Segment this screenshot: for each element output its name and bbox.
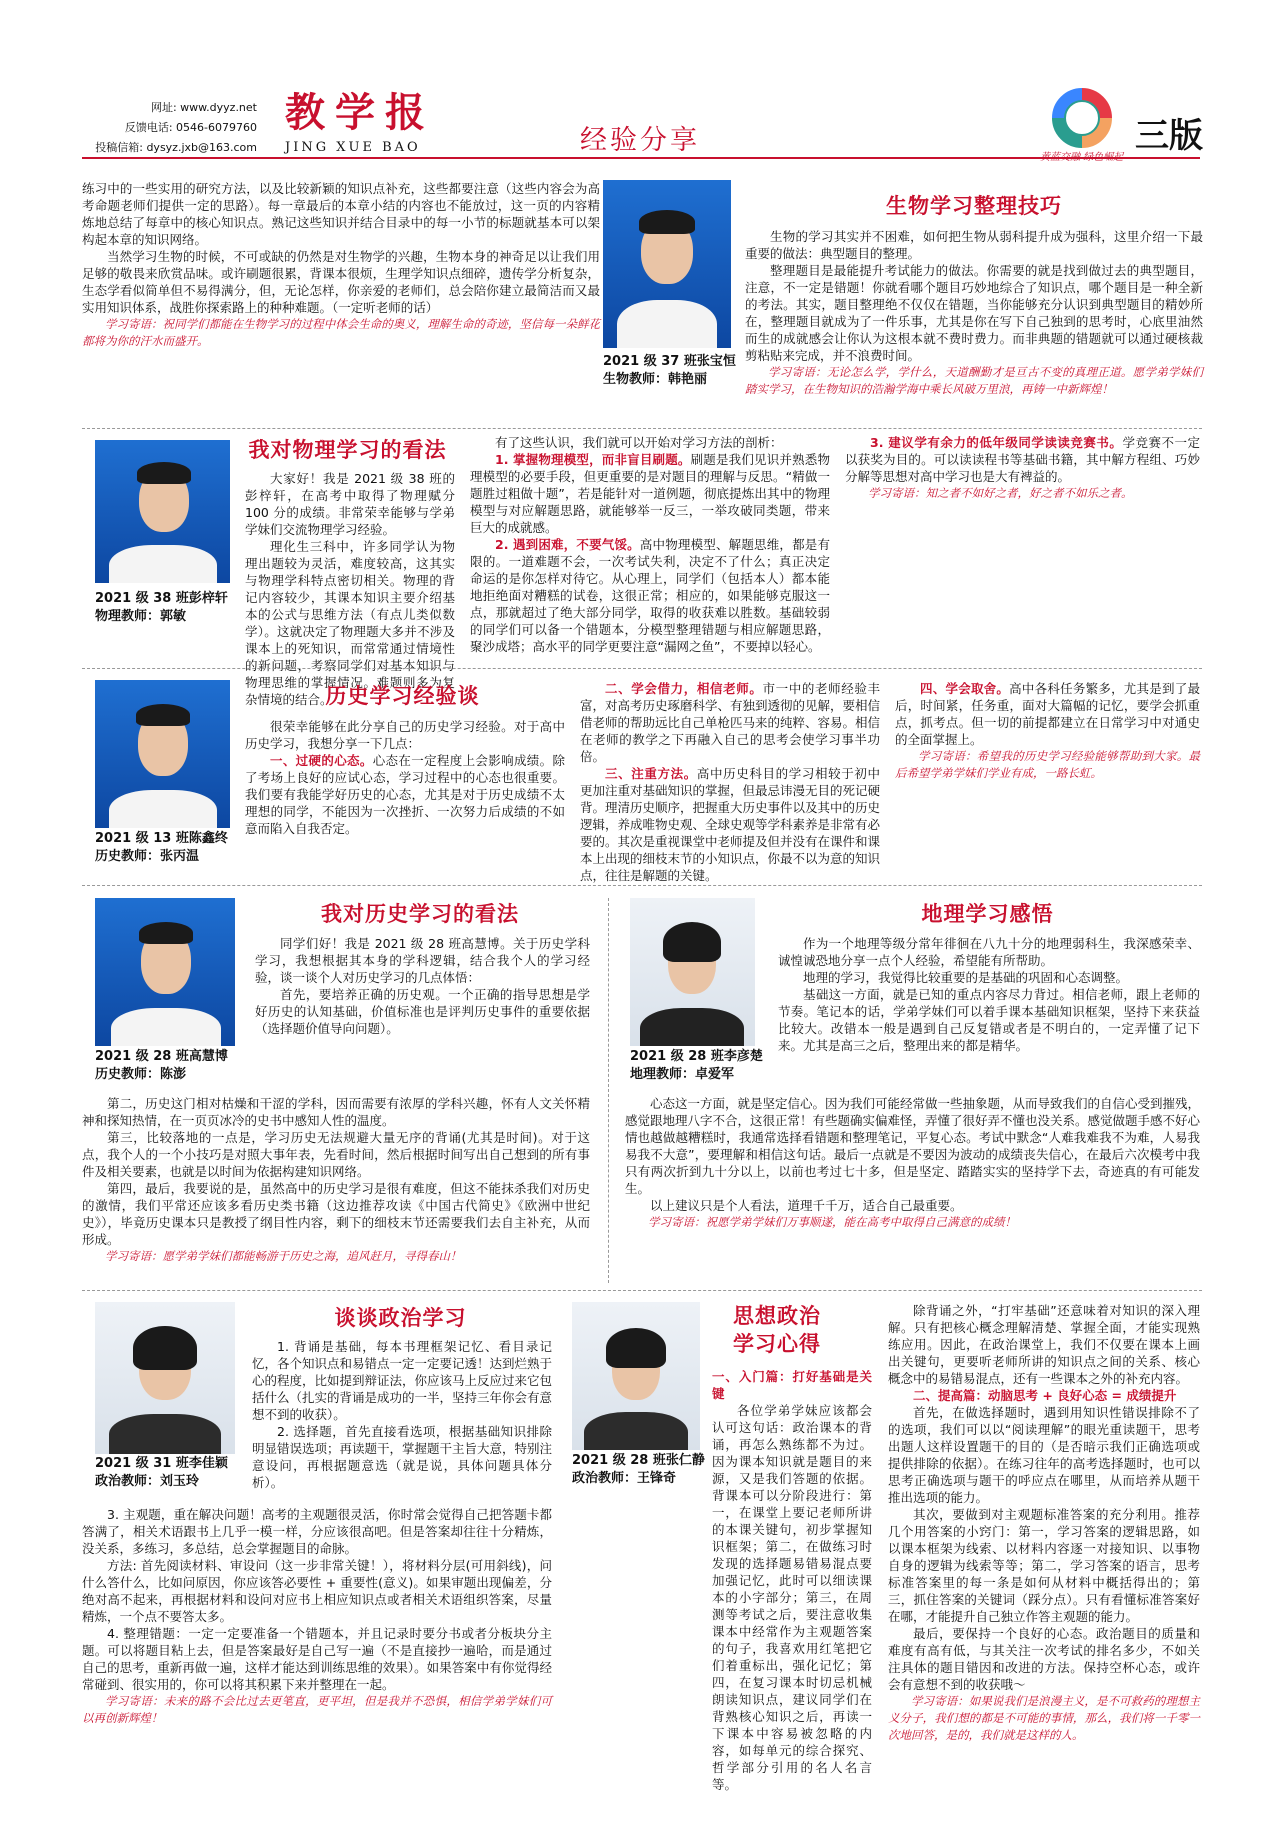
student-name: 2021 级 37 班张宝恒 bbox=[603, 354, 736, 369]
physics-col1 bbox=[245, 470, 455, 708]
history-col3 bbox=[895, 680, 1200, 782]
website-text: 网址: www.dyyz.net bbox=[150, 101, 257, 114]
politics-message: 学习寄语：未来的路不会比过去更笔直，更平坦，但是我并不恐惧，相信学弟学妹们可以再创新辉煌！ bbox=[82, 1694, 552, 1725]
portrait-photo bbox=[95, 680, 230, 828]
politics2-col1 bbox=[712, 1368, 872, 1793]
politics2-message: 学习寄语：如果说我们是浪漫主义，是不可救药的理想主义分子，我们想的都是不可能的事情，那么，我们将一千零一次地回答，是的，我们就是这样的人。 bbox=[888, 1694, 1200, 1742]
email-text: 投稿信箱: dysyz.jxb@163.com bbox=[95, 141, 257, 154]
history2-paragraph: 第二，历史这门相对枯燥和干涩的学科，因而需要有浓厚的学科兴趣，怀有人文关怀精神和探知热情，在一页页冰冷的史书中感知人性的温度。 bbox=[82, 1096, 590, 1128]
header-divider bbox=[82, 157, 1200, 159]
contact-info bbox=[82, 98, 257, 158]
school-motto: 黄蓝交融 绿色崛起 bbox=[1040, 152, 1124, 163]
section-title: 经验分享 bbox=[580, 125, 700, 156]
teacher-name: 历史教师：张丙温 bbox=[95, 849, 200, 864]
biology-paragraph: 整理题目是最能提升考试能力的做法。你需要的就是找到做过去的典型题目，注意，不一定是错题！你就看哪个题目巧妙地综合了知识点，哪个题目是一种全新的考法。其实，题目整理绝不仅仅在错题，当你能够充分认识到典型题目的精妙所在，整理题目就成为了一件乐事，尤其是你在写下自己独到的思考时，心底里油然而生的成就感会让你认为这根本就不费时费力。而非典题的错题就可以通过硬核裁剪粘贴来完成，并不浪费时间。 bbox=[745, 263, 1203, 363]
physics-col3 bbox=[845, 434, 1200, 502]
history-paragraph: 高中各科任务繁多，尤其是到了最后，时间紧，任务重，面对大篇幅的记忆，要学会抓重点，抓考点。但一切的前提都建立在日常学习中对通史的全面掌握上。 bbox=[895, 681, 1200, 747]
history2-paragraph: 同学们好！我是 2021 级 28 班高慧博。关于历史学科学习，我想根据其本身的学科逻辑，结合我个人的学习经验，谈一谈个人对历史学习的几点体悟： bbox=[255, 936, 590, 985]
section-divider bbox=[82, 1290, 1202, 1291]
physics-col2 bbox=[470, 434, 830, 655]
phone-text: 反馈电话: 0546-6079760 bbox=[124, 121, 257, 134]
politics2-paragraph: 除背诵之外，“打牢基础”还意味着对知识的深入理解。只有把核心概念理解清楚、掌握全面，才能实现熟练应用。因此，在政治课堂上，我们不仅要在课本上画出关键句，更要听老师所讲的知识点之间的关系、核心概念中的易错易混点，还有一些课本之外的补充内容。 bbox=[888, 1303, 1200, 1386]
masthead-pinyin: JING XUE BAO bbox=[285, 140, 421, 155]
student-name: 2021 级 31 班李佳颖 bbox=[95, 1456, 228, 1471]
teacher-name: 历史教师：陈澎 bbox=[95, 1067, 187, 1082]
politics-paragraph: 3. 主观题，重在解决问题！高考的主观题很灵活，你时常会觉得自己把答题卡都答满了，相关术语跟书上几乎一模一样，分应该很高吧。但是答案却往往十分精炼，没关系，多练习，多总结，总会掌握题目的命脉。 bbox=[82, 1507, 552, 1556]
biology-body bbox=[745, 228, 1203, 398]
history-point-2: 二、学会借力，相信老师。 bbox=[605, 681, 763, 696]
geography-col1 bbox=[778, 935, 1200, 1054]
student-name: 2021 级 13 班陈鑫终 bbox=[95, 831, 228, 846]
geography-col2 bbox=[625, 1095, 1200, 1231]
portrait-photo bbox=[630, 898, 755, 1046]
history-title: 历史学习经验谈 bbox=[325, 684, 480, 708]
teacher-name: 政治教师：王锋奇 bbox=[572, 1471, 677, 1486]
history-col2 bbox=[580, 680, 880, 884]
politics-col2 bbox=[82, 1506, 552, 1727]
politics2-caption bbox=[572, 1452, 732, 1488]
history-point-4: 四、学会取舍。 bbox=[920, 681, 1010, 696]
politics2-paragraph: 最后，要保持一个良好的心态。政治题目的质量和难度有高有低，与其关注一次考试的排名多少，不如关注具体的题目错因和改进的方法。保持空杯心态，或许会有意想不到的收获哦～ bbox=[888, 1626, 1200, 1692]
physics-paragraph: 高中物理模型、解题思维，都是有限的。一道难题不会，一次考试失利，决定不了什么；真正决定命运的是你怎样对待它。从心理上，同学们（包括本人）都本能地拒绝面对糟糕的试卷，这很正常；相应的，如果能够克服这一点，那就超过了绝大部分同学，取得的收获难以胜数。基础较弱的同学们可以备一个错题本，分模型整理错题与相应解题思路，聚沙成塔；高水平的同学更要注意“漏网之鱼”，不要掉以轻心。 bbox=[470, 537, 830, 654]
politics2-paragraph: 其次，要做到对主观题标准答案的充分利用。推荐几个用答案的小窍门：第一，学习答案的逻辑思路，如以课本框架为线索、以材料内容逐一对接知识、以事物自身的逻辑为线索等等；第二，学习答案的语言，思考标准答案里的每一条是如何从材料中概括得出的；第三，抓住答案的关键词（踩分点）。只有看懂标准答案好在哪，才能提升自己独立作答主观题的能力。 bbox=[888, 1507, 1200, 1624]
physics-paragraph: 理化生三科中，许多同学认为物理出题较为灵活，难度较高，这其实与物理学科特点密切相关。物理的背记内容较少，其课本知识主要介绍基本的公式与思维方法（有点儿类似数学）。这就决定了物理题大多并不涉及课本上的死知识，而常常通过情境性的新问题，考察同学们对基本知识与物理思维的掌握情况。难题则多为复杂情境的结合。 bbox=[245, 539, 455, 707]
history2-message: 学习寄语：愿学弟学妹们都能畅游于历史之海，追风赶月，寻得春山！ bbox=[105, 1249, 462, 1263]
history-col1 bbox=[245, 718, 565, 837]
biology-intro-text: 练习中的一些实用的研究方法，以及比较新颖的知识点补充，这些都要注意（这些内容会为高考命题老师们提供一定的思路）。每一章最后的本章小结的内容也不能放过，这一页的内容精炼地总结了每章中的核心知识点。熟记这些知识并结合目录中的每一小节的标题就基本可以架构起本章的知识网络。 bbox=[82, 181, 600, 247]
geography-paragraph: 以上建议只是个人看法，道理千千万，适合自己最重要。 bbox=[650, 1198, 963, 1213]
history-message: 学习寄语：希望我的历史学习经验能够帮助到大家。最后希望学弟学妹们学业有成，一路长虹。 bbox=[895, 749, 1200, 780]
geography-paragraph: 心态这一方面，就是坚定信心。因为我们可能经常做一些抽象题，从而导致我们的自信心受到摧残，感觉跟地理八字不合，这很正常！有些题确实偏难怪，弄懂了很好弄不懂也没关系。感觉做题手感不好心情也越做越糟糕时，我通常选择看错题和整理笔记，平复心态。考试中默念“人难我难我不为难，人易我易我不大意”，要理解和相信这句话。最后一点就是不要因为波动的成绩丧失信心，在最后六次模考中我只有两次折到九十分以上，以前也考过七十多，但是坚定、踏踏实实的坚持学下去，奇迹真的有可能发生。 bbox=[625, 1096, 1201, 1196]
physics-title: 我对物理学习的看法 bbox=[248, 438, 447, 462]
history2-paragraph: 第三，比较落地的一点是，学习历史无法规避大量无序的背诵(尤其是时间)。对于这点，我个人的一个小技巧是对照大事年表，先看时间，然后根据时间写出自己想到的所有事件及相关要素，也就是以时间为依据构建知识网络。 bbox=[82, 1130, 590, 1179]
physics-caption bbox=[95, 590, 255, 626]
politics2-point-1: 一、入门篇：打好基础是关键 bbox=[712, 1369, 872, 1401]
history-paragraph: 很荣幸能够在此分享自己的历史学习经验。对于高中历史学习，我想分享一下几点： bbox=[245, 719, 565, 751]
physics-paragraph: 刷题是我们见识并熟悉物理模型的必要手段，但更重要的是对题目的理解与反思。“精做一题胜过粗做十题”，若是能针对一道例题，彻底提炼出其中的物理模型与对应解题思路，就能够举一反三，一举攻破同类题，带来巨大的成就感。 bbox=[470, 452, 830, 535]
teacher-name: 地理教师：卓爱军 bbox=[630, 1067, 735, 1082]
geography-caption bbox=[630, 1048, 800, 1084]
politics2-title bbox=[712, 1302, 842, 1358]
portrait-photo bbox=[95, 898, 235, 1046]
portrait-photo bbox=[95, 440, 230, 583]
history-paragraph: 高中历史科目的学习相较于初中更加注重对基础知识的掌握，但最忌讳漫无目的死记硬背。理清历史顺序，把握重大历史事件以及其中的历史逻辑，养成唯物史观、全球史观等学科素养是非常有必要的。其次是重视课堂中老师提及但并没有在课件和课本上出现的细枝末节的小知识点，你最不以为意的知识点，往往是解题的关键。 bbox=[580, 766, 881, 883]
school-logo-icon bbox=[1050, 86, 1114, 150]
physics-paragraph: 学竞赛不一定以获奖为目的。可以读读程书等基础书籍，其中解方程组、巧妙分解等思想对高中学习也是大有裨益的。 bbox=[845, 435, 1200, 484]
biology-message: 学习寄语：无论怎么学，学什么，天道酬勤才是亘古不变的真理正道。愿学弟学妹们踏实学习，在生物知识的浩瀚学海中乘长风破万里浪，再铸一中新辉煌！ bbox=[745, 365, 1203, 396]
history-point-1: 一、过硬的心态。 bbox=[270, 753, 373, 768]
teacher-name: 生物教师：韩艳丽 bbox=[603, 372, 708, 387]
student-name: 2021 级 28 班张仁静 bbox=[572, 1453, 705, 1468]
physics-point-1: 1. 掌握物理模型，而非盲目刷题。 bbox=[495, 452, 691, 467]
geography-paragraph: 地理的学习，我觉得比较重要的是基础的巩固和心态调整。 bbox=[803, 970, 1129, 985]
geography-message: 学习寄语：祝愿学弟学妹们万事顺遂，能在高考中取得自己满意的成绩！ bbox=[648, 1215, 1016, 1229]
history-paragraph: 市一中的老师经验丰富，对高考历史琢磨科学、有独到透彻的见解，要相信借老师的帮助远比自己单枪匹马来的纯粹、容易。相信在老师的教学之下再融入自己的思考会使学习事半功倍。 bbox=[580, 681, 881, 764]
physics-point-3: 3. 建议学有余力的低年级同学读读竞赛书。 bbox=[870, 435, 1123, 450]
history-paragraph: 心态在一定程度上会影响成绩。除了考场上良好的应试心态，学习过程中的心态也很重要。我们要有我能学好历史的心态，尤其是对于历史成绩不太理想的同学，不能因为一次挫折、一次努力后成绩的不如意而陷入自我否定。 bbox=[245, 753, 565, 836]
politics2-paragraph: 首先，在做选择题时，遇到用知识性错误排除不了的选项，我们可以以“阅读理解”的眼光重读题干，思考出题人这样设置题干的目的（是否暗示我们正确选项或提供排除的依据）。在练习往年的高考选择题时，也可以思考正确选项与题干的呼应点在哪里，从而培养从题干推出选项的能力。 bbox=[888, 1405, 1200, 1505]
section-divider bbox=[82, 428, 1202, 429]
history2-paragraph: 第四，最后，我要说的是，虽然高中的历史学习是很有难度，但这不能抹杀我们对历史的激情，我们平常还应该多看历史类书籍（这边推荐攻读《中国古代简史》《欧洲中世纪史》），毕竟历史课本只是教授了纲目性内容，剩下的细枝末节还需要我们去自主补充，从而形成。 bbox=[82, 1181, 590, 1247]
edition-label: 三版 bbox=[1135, 116, 1203, 156]
biology-intro bbox=[82, 180, 600, 350]
history2-title: 我对历史学习的看法 bbox=[321, 902, 519, 926]
biology-message: 学习寄语：祝同学们都能在生物学习的过程中体会生命的奥义，理解生命的奇迹，坚信每一朵鲜花都将为你的汗水而盛开。 bbox=[82, 317, 600, 348]
politics-paragraph: 方法: 首先阅读材料、审设问（这一步非常关键！），将材料分层(可用斜线)，问什么答什么，比如问原因，你应该答必要性 + 重要性(意义)。如果审题出现偏差，分绝对高不起来，再根据材料和设问对应书上相应知识点或者相关术语组织答案，尽量精炼，一个点不要答太多。 bbox=[82, 1558, 552, 1624]
history-caption bbox=[95, 830, 255, 866]
geography-title: 地理学习感悟 bbox=[921, 902, 1054, 926]
politics2-paragraph: 各位学弟学妹应该都会认可这句话：政治课本的背诵，再怎么熟练都不为过。因为课本知识就是题目的来源，又是我们答题的依据。背课本可以分阶段进行：第一，在课堂上要记老师所讲的本课关键句，初步掌握知识框架；第二，在做练习时发现的选择题易错易混点要加强记忆，此时可以细读课本的小字部分；第三，在周测等考试之后，要注意收集课本中经常作为主观题答案的句子，我喜欢用红笔把它们着重标出，强化记忆；第四，在复习课本时切忌机械朗读知识点，建议同学们在背熟核心知识之后，再读一下课本中容易被忽略的内容，如每单元的综合探究、哲学部分引用的名人名言等。 bbox=[712, 1403, 872, 1792]
history-point-3: 三、注重方法。 bbox=[605, 766, 697, 781]
politics-paragraph: 2. 选择题，首先直接看选项，根据基础知识排除明显错误选项；再读题干，掌握题干主旨大意，特别注意设问，再根据题意选（就是说，具体问题具体分析）。 bbox=[252, 1424, 553, 1490]
history2-paragraph: 首先，要培养正确的历史观。一个正确的指导思想是学好历史的认知基础，价值标准也是评判历史事件的重要依据（选择题价值导向问题）。 bbox=[255, 987, 590, 1036]
physics-point-2: 2. 遇到困难，不要气馁。 bbox=[495, 537, 640, 552]
masthead-title: 教学报 bbox=[285, 89, 435, 136]
section-divider bbox=[82, 668, 1202, 669]
physics-paragraph: 大家好！我是 2021 级 38 班的彭梓轩，在高考中取得了物理赋分 100 分的成绩。非常荣幸能够与学弟学妹们交流物理学习经验。 bbox=[245, 471, 455, 537]
politics-col1 bbox=[252, 1338, 552, 1491]
physics-paragraph: 有了这些认识，我们就可以开始对学习方法的剖析： bbox=[495, 435, 783, 450]
history2-col1 bbox=[255, 935, 590, 1037]
section-divider bbox=[82, 885, 1202, 886]
biology-paragraph: 当然学习生物的时候，不可或缺的仍然是对生物学的兴趣，生物本身的神奇足以让我们用足够的敬畏来欣赏品味。或许刷题很累，背课本很烦，生理学知识点细碎，遗传学分析复杂，生态学看似简单但不易得满分，但，无论怎样，你亲爱的老师们，总会陪你建立最简洁而又最实用知识体系，战胜你探索路上的种种难题。（一定听老师的话） bbox=[82, 249, 600, 315]
student-name: 2021 级 28 班李彦楚 bbox=[630, 1049, 763, 1064]
teacher-name: 政治教师：刘玉玲 bbox=[95, 1474, 200, 1489]
geography-paragraph: 基础这一方面，就是已知的重点内容尽力背过。相信老师，跟上老师的节奏。笔记本的话，学弟学妹们可以着手课本基础知识框架，坚持下来获益比较大。改错本一般是遇到自己反复错或者是不明白的，一定弄懂了记下来。尤其是高三之后，整理出来的都是精华。 bbox=[778, 987, 1200, 1053]
politics-caption bbox=[95, 1455, 255, 1491]
physics-message: 学习寄语：知之者不如好之者，好之者不如乐之者。 bbox=[868, 486, 1133, 500]
student-name: 2021 级 28 班高慧博 bbox=[95, 1049, 228, 1064]
teacher-name: 物理教师：郭敏 bbox=[95, 609, 187, 624]
politics2-title-line: 思想政治 bbox=[733, 1304, 821, 1328]
politics2-col2 bbox=[888, 1302, 1200, 1744]
history2-caption bbox=[95, 1048, 255, 1084]
geography-paragraph: 作为一个地理等级分常年徘徊在八九十分的地理弱科生，我深感荣幸、诚惶诚恐地分享一点个人经验，希望能有所帮助。 bbox=[778, 936, 1200, 968]
politics-paragraph: 4. 整理错题：一定一定要准备一个错题本，并且记录时要分书或者分板块分主题。可以将题目粘上去，但是答案最好是自己写一遍（不是直接抄一遍哈，而是通过自己的思考，重新再做一遍，这样才能达到训练思维的效果）。如果答案中有你觉得经常碰到、很实用的，你可以将其积累下来并整理在一起。 bbox=[82, 1626, 552, 1692]
politics2-point-2: 二、提高篇：动脑思考 + 良好心态 = 成绩提升 bbox=[913, 1388, 1177, 1403]
history2-col2 bbox=[82, 1095, 590, 1265]
biology-paragraph: 生物的学习其实并不困难，如何把生物从弱科提升成为强科，这里介绍一下最重要的做法：典型题目的整理。 bbox=[745, 229, 1203, 261]
biology-caption bbox=[603, 353, 743, 389]
portrait-photo bbox=[603, 180, 731, 348]
column-divider bbox=[608, 898, 609, 1283]
student-name: 2021 级 38 班彭梓轩 bbox=[95, 591, 228, 606]
portrait-photo bbox=[572, 1302, 700, 1450]
politics2-title-line: 学习心得 bbox=[733, 1332, 821, 1356]
portrait-photo bbox=[95, 1302, 235, 1454]
politics-paragraph: 1. 背诵是基础，每本书理框架记忆、看目录记忆，各个知识点和易错点一定一定要记透！达到烂熟于心的程度，比如提到辩证法，你应该马上反应过来它包括什么（扎实的背诵是成功的一半，坚持三年你会有意想不到的收获）。 bbox=[252, 1339, 553, 1422]
politics-title: 谈谈政治学习 bbox=[334, 1306, 467, 1330]
biology-title: 生物学习整理技巧 bbox=[886, 194, 1062, 218]
